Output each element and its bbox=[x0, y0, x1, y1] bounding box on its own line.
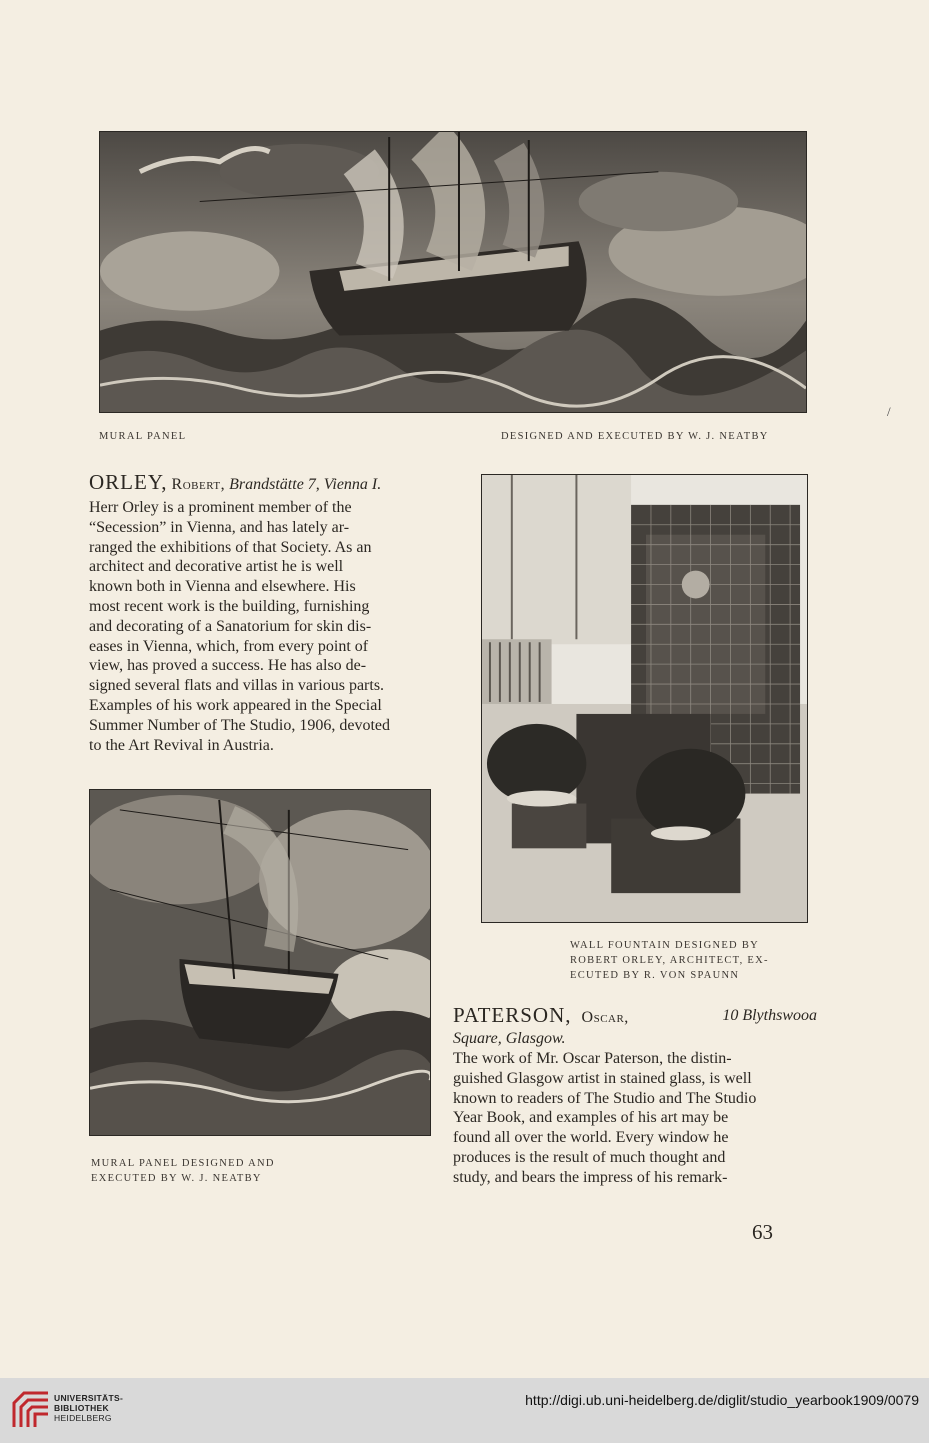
orley-address: Brandstätte 7, Vienna I. bbox=[229, 476, 382, 493]
library-logo-icon bbox=[10, 1389, 52, 1431]
fountain-caption-line: ECUTED BY R. VON SPAUNN bbox=[570, 970, 740, 981]
orley-line: Examples of his work appeared in the Special bbox=[89, 696, 382, 714]
orley-line: to the Art Revival in Austria. bbox=[89, 736, 274, 754]
source-url-link[interactable]: http://digi.ub.uni-heidelberg.de/diglit/studio_yearbook1909/0079 bbox=[525, 1392, 919, 1408]
paterson-heading bbox=[453, 1003, 817, 1028]
paterson-surname: PATERSON, bbox=[453, 1003, 572, 1027]
orley-paragraph bbox=[89, 498, 443, 755]
paterson-line: study, and bears the impress of his remark- bbox=[453, 1168, 728, 1186]
fountain-caption bbox=[570, 938, 769, 983]
orley-line: view, has proved a success. He has also de- bbox=[89, 657, 367, 675]
library-logo-text bbox=[54, 1393, 123, 1423]
logo-line: UNIVERSITÄTS- bbox=[54, 1393, 124, 1403]
paterson-line: The work of Mr. Oscar Paterson, the distin- bbox=[453, 1050, 732, 1067]
footer-bar bbox=[0, 1378, 929, 1443]
paterson-given-name: Oscar, bbox=[581, 1009, 629, 1026]
ship-caption-line: EXECUTED BY W. J. NEATBY bbox=[91, 1173, 262, 1184]
orley-given-name: Robert, bbox=[171, 476, 226, 493]
mural-panel-caption-right: DESIGNED AND EXECUTED BY W. J. NEATBY bbox=[501, 431, 769, 442]
ship-caption-line: MURAL PANEL DESIGNED AND bbox=[91, 1158, 275, 1169]
paterson-line: Year Book, and examples of his art may be bbox=[453, 1109, 729, 1127]
paterson-address-line2: Square, Glasgow. bbox=[453, 1030, 566, 1047]
orley-surname: ORLEY, bbox=[89, 470, 168, 494]
orley-line: eases in Vienna, which, from every point of bbox=[89, 637, 369, 655]
orley-line: signed several flats and villas in various parts. bbox=[89, 677, 385, 695]
fountain-caption-line: WALL FOUNTAIN DESIGNED BY bbox=[570, 940, 760, 951]
orley-line: “Secession” in Vienna, and has lately ar- bbox=[89, 518, 350, 536]
orley-line: Summer Number of The Studio, 1906, devoted bbox=[89, 716, 390, 734]
paterson-line: found all over the world. Every window he bbox=[453, 1129, 729, 1147]
fountain-caption-line: ROBERT ORLEY, ARCHITECT, EX- bbox=[570, 955, 769, 966]
paterson-line: known to readers of The Studio and The Studio bbox=[453, 1089, 757, 1107]
ship-mural-caption bbox=[91, 1156, 275, 1186]
mural-panel-image bbox=[99, 131, 807, 413]
paterson-address-line2-wrap bbox=[453, 1030, 565, 1048]
galleon-illustration bbox=[100, 132, 806, 412]
wall-fountain-image bbox=[481, 474, 808, 923]
logo-line: HEIDELBERG bbox=[54, 1413, 112, 1423]
mural-panel-caption-left: MURAL PANEL bbox=[99, 431, 187, 442]
orley-line: most recent work is the building, furnishing bbox=[89, 597, 370, 615]
orley-heading bbox=[89, 470, 381, 495]
ship-illustration bbox=[90, 790, 430, 1135]
orley-line: architect and decorative artist he is well bbox=[89, 558, 344, 576]
page-number: 63 bbox=[752, 1220, 773, 1244]
paterson-address-line1: 10 Blythswooa bbox=[722, 1007, 817, 1024]
orley-line: and decorating of a Sanatorium for skin dis- bbox=[89, 617, 372, 635]
margin-mark: / bbox=[887, 404, 891, 419]
logo-line: BIBLIOTHEK bbox=[54, 1403, 109, 1413]
orley-line: ranged the exhibitions of that Society. As an bbox=[89, 538, 372, 556]
ship-mural-image bbox=[89, 789, 431, 1136]
paterson-paragraph bbox=[453, 1049, 817, 1188]
orley-line: Herr Orley is a prominent member of the bbox=[89, 499, 352, 516]
paterson-line: guished Glasgow artist in stained glass, is well bbox=[453, 1069, 752, 1087]
paterson-line: produces is the result of much thought and bbox=[453, 1148, 726, 1166]
fountain-photo bbox=[482, 475, 807, 922]
orley-line: known both in Vienna and elsewhere. His bbox=[89, 578, 356, 596]
